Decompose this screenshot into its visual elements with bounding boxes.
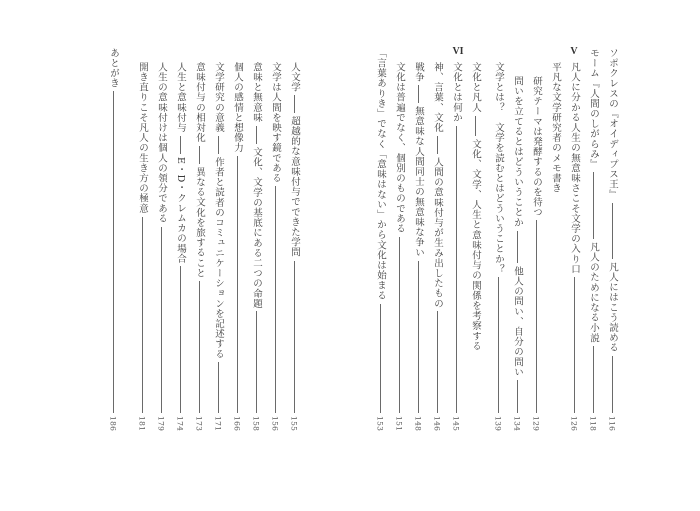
entry-subtitle: 他人の問い、自分の問い	[512, 266, 523, 378]
leader-line	[517, 231, 518, 264]
entry-page-number: 158	[251, 415, 261, 431]
entry-title: 凡人に分かる人生の無意味さこそ文学の入り口	[569, 62, 580, 275]
leader-line	[517, 380, 518, 413]
entry-subtitle: 人間の意味付与が生み出したもの	[432, 156, 443, 309]
leader-line	[256, 311, 257, 413]
toc-subheading[interactable]	[547, 62, 563, 193]
leader-line	[218, 136, 219, 154]
entry-page-number: 181	[137, 415, 147, 431]
toc-entry[interactable]	[286, 62, 302, 431]
entry-title: 人生と意味付与	[175, 62, 186, 133]
entry-subtitle: 異なる文化を旅すること	[194, 166, 205, 278]
entry-page-number: 156	[270, 415, 280, 431]
entry-title: 人文学	[289, 62, 300, 93]
leader-line	[294, 95, 295, 113]
entry-page-number: 129	[531, 415, 541, 431]
entry-page-number: 153	[375, 415, 385, 431]
entry-page-number: 166	[232, 415, 242, 431]
entry-title: 意味と無意味	[251, 62, 262, 123]
entry-page-number: 126	[569, 415, 579, 431]
leader-line	[418, 261, 419, 413]
entry-page-number: 173	[194, 415, 204, 431]
leader-line	[456, 126, 457, 413]
toc-entry[interactable]	[429, 62, 445, 431]
entry-title: 文化は普遍でなく、個別のものである	[394, 62, 405, 234]
toc-entry[interactable]	[248, 62, 264, 431]
entry-page-number: 139	[493, 415, 503, 431]
entry-title: 開き直りこそ凡人の生き方の極意	[137, 62, 148, 214]
entry-subtitle: 無意味な人間同士の無意味な争い	[413, 106, 424, 258]
toc-entry[interactable]	[134, 62, 150, 431]
entry-subtitle: 凡人にはこう読める	[607, 262, 618, 354]
toc-entry[interactable]	[509, 76, 525, 431]
leader-line	[199, 146, 200, 164]
leader-line	[612, 356, 613, 413]
toc-entry[interactable]	[448, 62, 464, 431]
toc-entry[interactable]	[267, 62, 283, 431]
entry-title: 文学研究の意義	[213, 62, 224, 133]
leader-line	[113, 91, 114, 412]
toc-entry[interactable]	[585, 48, 601, 431]
entry-title: 個人の感情と想像力	[232, 62, 243, 153]
leader-line	[142, 217, 143, 413]
leader-line	[536, 220, 537, 412]
entry-subtitle: E・D・クレムカの場合	[175, 156, 186, 264]
entry-subtitle: 凡人のためになる小説	[588, 242, 599, 343]
leader-line	[574, 277, 575, 413]
entry-page-number: 145	[451, 415, 461, 431]
entry-title: ソポクレスの『オイディプス王』	[607, 48, 618, 200]
leader-line	[593, 172, 594, 239]
leader-line	[218, 362, 219, 413]
entry-title: 神、言葉、文化	[432, 62, 443, 133]
entry-title: 人生の意味付けは個人の領分である	[156, 62, 167, 224]
leader-line	[180, 266, 181, 412]
leader-line	[237, 156, 238, 413]
entry-subtitle: 文化、文学の基底にある二つの命題	[251, 146, 262, 309]
toc-entry[interactable]	[372, 48, 388, 431]
entry-page-number: 179	[156, 415, 166, 431]
leader-line	[399, 237, 400, 413]
entry-subtitle: 作者と読者のコミュニケーションを記述する	[213, 156, 224, 359]
entry-title: 「言葉ありき」でなく「意味はない」から文化は始まる	[375, 48, 386, 301]
toc-entry[interactable]	[490, 62, 506, 431]
entry-title: 意味付与の相対化	[194, 62, 205, 143]
entry-page-number: 151	[394, 415, 404, 431]
section-v-heading: V	[570, 46, 578, 57]
entry-page-number: 148	[413, 415, 423, 431]
toc-entry[interactable]	[528, 76, 544, 431]
leader-line	[180, 136, 181, 154]
leader-line	[256, 126, 257, 144]
leader-line	[498, 277, 499, 413]
toc-entry[interactable]	[410, 62, 426, 431]
toc-entry[interactable]	[210, 62, 226, 431]
entry-title: 文学とは？ 文学を読むとはどういうことか？	[493, 62, 504, 275]
leader-line	[294, 261, 295, 413]
leader-line	[161, 227, 162, 413]
section-vi-heading: VI	[452, 46, 464, 57]
entry-title: 文学は人間を映す鏡である	[270, 62, 281, 184]
leader-line	[475, 116, 476, 136]
leader-line	[593, 346, 594, 413]
afterword-page-number: 186	[108, 415, 118, 431]
leader-line	[437, 136, 438, 154]
leader-line	[380, 304, 381, 413]
subheading-subtitle: 文化、文学、人生と意味付与の関係を考察する	[470, 138, 481, 351]
leader-line	[437, 311, 438, 413]
toc-entry[interactable]	[604, 48, 620, 431]
leader-line	[418, 85, 419, 103]
toc-entry[interactable]	[229, 62, 245, 431]
entry-title: 研究テーマは発酵するのを待つ	[531, 76, 542, 218]
leader-line	[275, 186, 276, 413]
toc-entry[interactable]	[391, 62, 407, 431]
entry-title: モーム『人間のしがらみ』	[588, 48, 599, 170]
entry-page-number: 134	[512, 415, 522, 432]
toc-entry[interactable]	[172, 62, 188, 431]
toc-afterword[interactable]	[105, 48, 121, 431]
entry-page-number: 171	[213, 415, 223, 431]
entry-page-number: 116	[607, 415, 617, 431]
leader-line	[199, 281, 200, 413]
entry-page-number: 146	[432, 415, 442, 431]
toc-entry[interactable]	[191, 62, 207, 431]
entry-title: 文化とは何か	[451, 62, 462, 123]
entry-subtitle: 超越的な意味付与でできた学問	[289, 116, 300, 258]
entry-page-number: 118	[588, 415, 598, 432]
toc-subheading[interactable]	[467, 62, 483, 351]
afterword-title: あとがき	[108, 48, 119, 89]
leader-line	[612, 203, 613, 260]
subheading-title: 文化と凡人	[470, 62, 481, 113]
entry-page-number: 174	[175, 415, 185, 431]
subheading-title: 平凡な文学研究者のメモ書き	[550, 62, 561, 194]
toc-entry[interactable]	[153, 62, 169, 431]
entry-page-number: 155	[289, 415, 299, 431]
entry-title: 問いを立てるとはどういうことか	[512, 76, 523, 228]
entry-title: 戦争	[413, 62, 424, 83]
toc-entry[interactable]	[566, 62, 582, 431]
